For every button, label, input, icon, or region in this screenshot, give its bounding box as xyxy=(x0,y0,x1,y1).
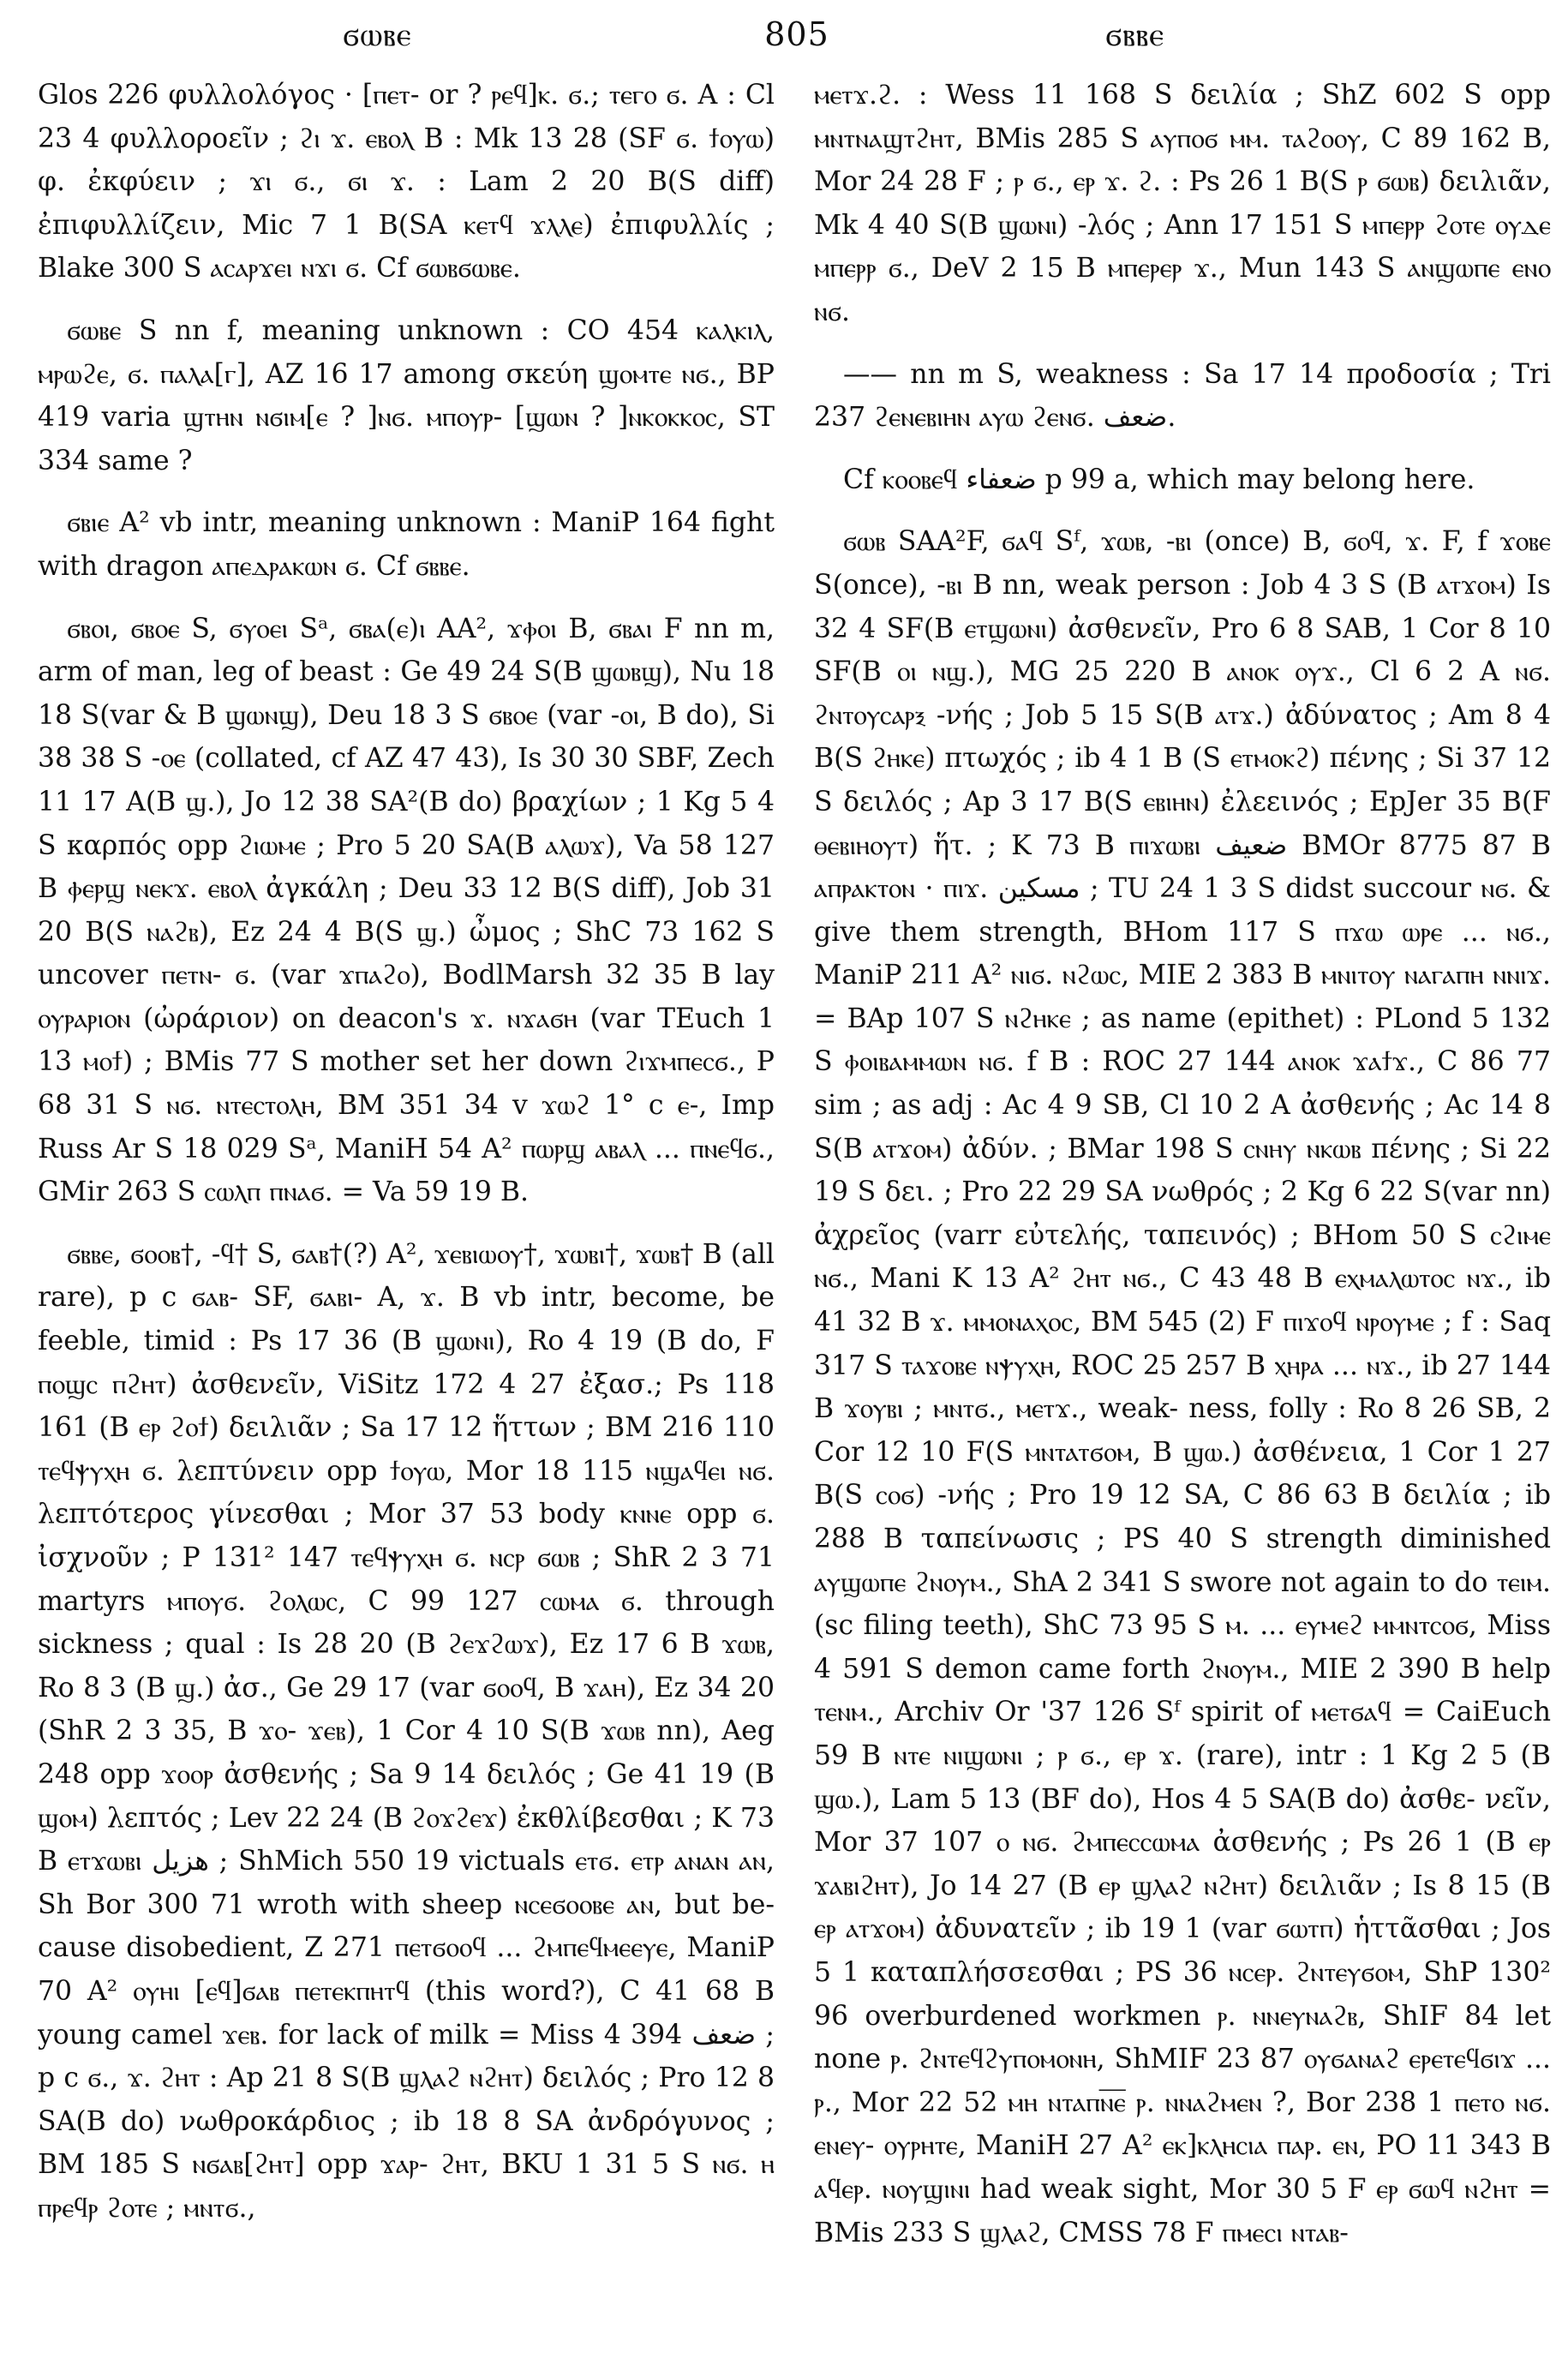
entry-weakness-noun: —— nn m S, weakness : Sa 17 14 προδοσία ; Tri 237 ϩⲉⲛⲉⲃⲓⲏⲛ ⲁⲩⲱ ϩⲉⲛϭ. ﺿﻌﻒ. xyxy=(814,358,1551,434)
right-column xyxy=(814,74,1551,2344)
page-number: 805 xyxy=(764,15,829,53)
entry-cbbe-continuation: ⲙⲉⲧϫ.ϩ. : Wess 11 168 S δειλία ; ShZ 602 S opp ⲙⲛⲧⲛⲁϣⲧϩⲏⲧ, BMis 285 S ⲁⲩⲡⲟϭ ⲙⲙ. ⲧⲁϩⲟⲟⲩ, C 89 162 B, Mor 24 28 F ; ⲣ ϭ., ⲉⲣ ϫ. ϩ. : Ps 26 1 B(S ⲣ ϭⲱⲃ) δειλιᾶν, Mk 4 40 S(B ϣⲱⲛⲓ) -λός ; Ann 17 151 S ⲙⲡⲉⲣⲣ ϩⲟⲧⲉ ⲟⲩⲇⲉ ⲙⲡⲉⲣⲣ ϭ., DeV 2 15 B ⲙⲡⲉⲣⲉⲣ ϫ., Mun 143 S ⲁⲛϣⲱⲡⲉ ⲉⲛⲟ ⲛϭ. xyxy=(814,80,1551,327)
right-running-headword: ϭⲃⲃⲉ xyxy=(1105,15,1165,53)
entry-cboi: ϭⲃⲟⲓ, ϭⲃⲟⲉ S, ϭⲩⲟⲉⲓ Sᵃ, ϭⲃⲁ(ⲉ)ⲓ AA², ϫⲫⲟⲓ B, ϭⲃⲁⲓ F nn m, arm of man, leg of beast : Ge 49 24 S(B ϣⲱⲃϣ), Nu 18 18 S(var & B ϣⲱⲛϣ), Deu 18 3 S ϭⲃⲟⲉ (var -ⲟⲓ, B do), Si 38 38 S -ⲟⲉ (collated, cf AZ 47 43), Is 30 30 SBF, Zech 11 17 A(B ϣ.), Jo 12 38 SA²(B do) βραχίων ; 1 Kg 5 4 S καρπός opp ϩⲓⲱⲙⲉ ; Pro 5 20 SA(B ⲁⲗⲱϫ), Va 58 127 B ⲫⲉⲣϣ ⲛⲉⲕϫ. ⲉⲃⲟⲗ ἀγκάλη ; Deu 33 12 B(S diff), Job 31 20 B(S ⲛⲁϩⲃ), Ez 24 4 B(S ϣ.) ὦμος ; ShC 73 162 S uncover ⲡⲉⲧⲛ- ϭ. (var ϫⲡⲁϩⲟ), BodlMarsh 32 35 B lay ⲟⲩⲣⲁⲣⲓⲟⲛ (ὠράριον) on deacon's ϫ. ⲛϫⲁϭⲏ (var TEuch 1 13 ⲙⲟϯ) ; BMis 77 S mother set her down ϩⲓϫⲙⲡⲉⲥϭ., P 68 31 S ⲛϭ. ⲛⲧⲉⲥⲧⲟⲗⲏ, BM 351 34 v ϫⲱϩ 1° c ⲉ-, Imp Russ Ar S 18 029 Sᵃ, ManiH 54 A² ⲡⲱⲣϣ ⲁⲃⲁⲗ ... ⲡⲛⲉϥϭ., GMir 263 S ⲥⲱⲗⲡ ⲡⲛⲁϭ. = Va 59 19 B. xyxy=(38,613,775,1208)
entry-cwbe-noun: ϭⲱⲃⲉ S nn f, meaning unknown : CO 454 ⲕⲁⲗⲕⲓⲗ, ⲙⲣⲱϩⲉ, ϭ. ⲡⲁⲗⲁ[ⲅ], AZ 16 17 among σκεύη ϣⲟⲙⲧⲉ ⲛϭ., BP 419 varia ϣⲧⲏⲛ ⲛϭⲓⲙ[ⲉ ? ]ⲛϭ. ⲙⲡⲟⲩⲣ- [ϣⲱⲛ ? ]ⲛⲕⲟⲕⲕⲟⲥ, ST 334 same ? xyxy=(38,314,775,476)
left-column xyxy=(38,74,775,2344)
entry-continuation-glos: Glos 226 φυλλολόγος · [ⲡⲉⲧ- or ? ⲣⲉϥ]ⲕ. ϭ.; ⲧⲉⲅⲟ ϭ. A : Cl 23 4 φυλλοροεῖν ; ϩⲓ ϫ. ⲉⲃⲟⲗ B : Mk 13 28 (SF ϭ. ϯⲟⲩⲱ) φ. ἐκφύειν ; ϫⲓ ϭ., ϭⲓ ϫ. : Lam 2 20 B(S diff) ἐπιφυλλίζειν, Mic 7 1 B(SA ⲕⲉⲧϥ ϫⲗⲗⲉ) ἐπιφυλλίς ; Blake 300 S ⲁⲥⲁⲣϫⲉⲓ ⲛϫⲓ ϭ. Cf ϭⲱⲃϭⲱⲃⲉ. xyxy=(38,80,775,284)
left-running-headword: ϭⲱⲃⲉ xyxy=(343,15,412,53)
entry-cbie: ϭⲃⲓⲉ A² vb intr, meaning unknown : ManiP 164 fight with dragon ⲁⲡⲉⲇⲣⲁⲕⲱⲛ ϭ. Cf ϭⲃⲃⲉ. xyxy=(38,507,775,582)
entry-cf-note: Cf ⲕⲟⲟⲃⲉϥ ﺿﻌﻔﺎء p 99 a, which may belong here. xyxy=(843,464,1475,495)
page-header xyxy=(0,15,1568,63)
entry-cbbe: ϭⲃⲃⲉ, ϭⲟⲟⲃ†, -ϥ† S, ϭⲁⲃ†(?) A², ϫⲉⲃⲓⲱⲟⲩ†, ϫⲱⲃⲓ†, ϫⲱⲃ† B (all rare), p c ϭⲁⲃ- SF, ϭⲁⲃⲓ- A, ϫ. B vb intr, become, be feeble, timid : Ps 17 36 (B ϣⲱⲛⲓ), Ro 4 19 (B do, F ⲡⲟϣⲥ ⲡϩⲏⲧ) ἀσθενεῖν, ViSitz 172 4 27 ἐξασ.; Ps 118 161 (B ⲉⲣ ϩⲟϯ) δειλιᾶν ; Sa 17 12 ἥττων ; BM 216 110 ⲧⲉϥⲯⲩⲭⲏ ϭ. λεπτύνειν opp ϯⲟⲩⲱ, Mor 18 115 ⲛϣⲁϥⲉⲓ ⲛϭ. λεπτότερος γίνεσθαι ; Mor 37 53 body ⲕⲛⲛⲉ opp ϭ. ἰσχνοῦν ; P 131² 147 ⲧⲉϥⲯⲩⲭⲏ ϭ. ⲛⲥⲣ ϭⲱⲃ ; ShR 2 3 71 martyrs ⲙⲡⲟⲩϭ. ϩⲟⲗⲱⲥ, C 99 127 ⲥⲱⲙⲁ ϭ. through sickness ; qual : Is 28 20 (B ϩⲉϫϩⲱϫ), Ez 17 6 B ϫⲱⲃ, Ro 8 3 (B ϣ.) ἀσ., Ge 29 17 (var ϭⲟⲟϥ, B ϫⲁⲏ), Ez 34 20 (ShR 2 3 35, B ϫⲟ- ϫⲉⲃ), 1 Cor 4 10 S(B ϫⲱⲃ nn), Aeg 248 opp ϫⲟⲟⲣ ἀσθενής ; Sa 9 14 δειλός ; Ge 41 19 (B ϣⲟⲙ) λεπτός ; Lev 22 24 (B ϩⲟϫϩⲉϫ) ἐκθλίβεσθαι ; K 73 B ⲉⲧϫⲱⲃⲓ ﻫﺰﻳﻞ ; ShMich 550 19 victuals ⲉⲧϭ. ⲉⲧⲣ ⲁⲛⲁⲛ ⲁⲛ, Sh Bor 300 71 wroth with sheep ⲛⲥⲉϭⲟⲟⲃⲉ ⲁⲛ, but be- cause disobedient, Z 271 ⲡⲉⲧϭⲟⲟϥ ... ϩⲙⲡⲉϥⲙⲉⲉⲩⲉ, ManiP 70 A² ⲟⲩⲏⲓ [ⲉϥ]ϭⲁⲃ ⲡⲉⲧⲉⲕⲡⲏⲧϥ (this word?), C 41 68 B young camel ϫⲉⲃ. for lack of milk = Miss 4 394 ﺿﻌﻒ ; p c ϭ., ϫ. ϩⲏⲧ : Ap 21 8 S(B ϣⲗⲁϩ ⲛϩⲏⲧ) δειλός ; Pro 12 8 SA(B do) νωθροκάρδιος ; ib 18 8 SA ἀνδρόγυνος ; BM 185 S ⲛϭⲁⲃ[ϩⲏⲧ] opp ϫⲁⲣ- ϩⲏⲧ, BKU 1 31 5 S ⲛϭ. ⲏ ⲡⲣⲉϥⲣ ϩⲟⲧⲉ ; ⲙⲛⲧϭ., xyxy=(38,1238,775,2224)
entry-cwb: ϭⲱⲃ SAA²F, ϭⲁϥ Sᶠ, ϫⲱⲃ, -ⲃⲓ (once) B, ϭⲟϥ, ϫ. F, f ϫⲟⲃⲉ S(once), -ⲃⲓ B nn, weak person : Job 4 3 S (B ⲁⲧϫⲟⲙ) Is 32 4 SF(B ⲉⲧϣⲱⲛⲓ) ἀσθενεῖν, Pro 6 8 SAB, 1 Cor 8 10 SF(B ⲟⲓ ⲛϣ.), MG 25 220 B ⲁⲛⲟⲕ ⲟⲩϫ., Cl 6 2 A ⲛϭ. ϩⲛⲧⲟⲩⲥⲁⲣⲝ -νής ; Job 5 15 S(B ⲁⲧϫ.) ἀδύνατος ; Am 8 4 B(S ϩⲏⲕⲉ) πτωχός ; ib 4 1 B (S ⲉⲧⲙⲟⲕϩ) πένης ; Si 37 12 S δειλός ; Ap 3 17 B(S ⲉⲃⲓⲏⲛ) ἐλεεινός ; EpJer 35 B(F ⲑⲉⲃⲓⲏⲟⲩⲧ) ἥτ. ; K 73 B ⲡⲓϫⲱⲃⲓ ﺿﻌﻴﻒ BMOr 8775 87 B ⲁⲡⲣⲁⲕⲧⲟⲛ · ⲡⲓϫ. ﻣﺴﻜﻴﻦ ; TU 24 1 3 S didst succour ⲛϭ. & give them strength, BHom 117 S ⲡϫⲱ ⲱⲣⲉ ... ⲛϭ., ManiP 211 A² ⲛⲓϭ. ⲛϩⲱⲥ, MIE 2 383 B ⲙⲛⲓⲧⲟⲩ ⲛⲁⲅⲁⲡⲏ ⲛⲛⲓϫ. = BAp 107 S ⲛϩⲏⲕⲉ ; as name (epithet) : PLond 5 132 S ⲫⲟⲓⲃⲁⲙⲙⲱⲛ ⲛϭ. f B : ROC 27 144 ⲁⲛⲟⲕ ϫⲁϯϫ., C 86 77 sim ; as adj : Ac 4 9 SB, Cl 10 2 A ἀσθενής ; Ac 14 8 S(B ⲁⲧϫⲟⲙ) ἀδύν. ; BMar 198 S ⲥⲛⲏⲩ ⲛⲕⲱⲃ πένης ; Si 22 19 S δει. ; Pro 22 29 SA νωθρός ; 2 Kg 6 22 S(var nn) ἀχρεῖος (varr εὐτελής, ταπεινός) ; BHom 50 S ⲥϩⲓⲙⲉ ⲛϭ., Mani K 13 A² ϩⲏⲧ ⲛϭ., C 43 48 B ⲉⲭⲙⲁⲗⲱⲧⲟⲥ ⲛϫ., ib 41 32 B ϫ. ⲙⲙⲟⲛⲁⲭⲟⲥ, BM 545 (2) F ⲡⲓϫⲟϥ ⲛⲣⲟⲩⲙⲉ ; f : Saq 317 S ⲧⲁϫⲟⲃⲉ ⲛⲯⲩⲭⲏ, ROC 25 257 B ⲭⲏⲣⲁ ... ⲛϫ., ib 27 144 B ϫⲟⲩⲃⲓ ; ⲙⲛⲧϭ., ⲙⲉⲧϫ., weak- ness, folly : Ro 8 26 SB, 2 Cor 12 10 F(S ⲙⲛⲧⲁⲧϭⲟⲙ, B ϣⲱ.) ἀσθένεια, 1 Cor 1 27 B(S ⲥⲟϭ) -νής ; Pro 19 12 SA, C 86 63 B δειλία ; ib 288 B ταπείνωσις ; PS 40 S strength diminished ⲁⲩϣⲱⲡⲉ ϩⲛⲟⲩⲙ., ShA 2 341 S swore not again to do ⲧⲉⲓⲙ. (sc filing teeth), ShC 73 95 S ⲙ. ... ⲉⲩⲙⲉϩ ⲙⲙⲛⲧⲥⲟϭ, Miss 4 591 S demon came forth ϩⲛⲟⲩⲙ., MIE 2 390 B help ⲧⲉⲛⲙ., Archiv Or '37 126 Sᶠ spirit of ⲙⲉⲧϭⲁϥ = CaiEuch 59 B ⲛⲧⲉ ⲛⲓϣⲱⲛⲓ ; ⲣ ϭ., ⲉⲣ ϫ. (rare), intr : 1 Kg 2 5 (B ϣⲱ.), Lam 5 13 (BF do), Hos 4 5 SA(B do) ἀσθε- νεῖν, Mor 37 107 ⲟ ⲛϭ. ϩⲙⲡⲉⲥⲥⲱⲙⲁ ἀσθενής ; Ps 26 1 (B ⲉⲣ ϫⲁⲃⲓϩⲏⲧ), Jo 14 27 (B ⲉⲣ ϣⲗⲁϩ ⲛϩⲏⲧ) δειλιᾶν ; Is 8 15 (B ⲉⲣ ⲁⲧϫⲟⲙ) ἀδυνατεῖν ; ib 19 1 (var ϭⲱⲧⲡ) ἡττᾶσθαι ; Jos 5 1 καταπλήσσεσθαι ; PS 36 ⲛⲥⲉⲣ. ϩⲛⲧⲉⲩϭⲟⲙ, ShP 130² 96 overburdened workmen ⲣ. ⲛⲛⲉⲩⲛⲁϩⲃ, ShIF 84 let none ⲣ. ϩⲛⲧⲉϥϩⲩⲡⲟⲙⲟⲛⲏ, ShMIF 23 87 ⲟⲩϭⲁⲛⲁϩ ⲉⲣⲉⲧⲉϥϭⲓϫ ... ⲣ., Mor 22 52 ⲙⲏ ⲛⲧⲁⲡⲛ̅ⲉ̅ ⲣ. ⲛⲛⲁϩⲙⲉⲛ ?, Bor 238 1 ⲡⲉⲧⲟ ⲛϭ. ⲉⲛⲉⲩ- ⲟⲩⲣⲏⲧⲉ, ManiH 27 A² ⲉⲕ]ⲕⲗⲏⲥⲓⲁ ⲡⲁⲣ. ⲉⲛ, PO 11 343 B ⲁϥⲉⲣ. ⲛⲟⲩϣⲓⲛⲓ had weak sight, Mor 30 5 F ⲉⲣ ϭⲱϥ ⲛϩⲏⲧ = BMis 233 S ϣⲗⲁϩ, CMSS 78 F ⲡⲙⲉⲥⲓ ⲛⲧⲁⲃ- xyxy=(814,526,1551,2248)
